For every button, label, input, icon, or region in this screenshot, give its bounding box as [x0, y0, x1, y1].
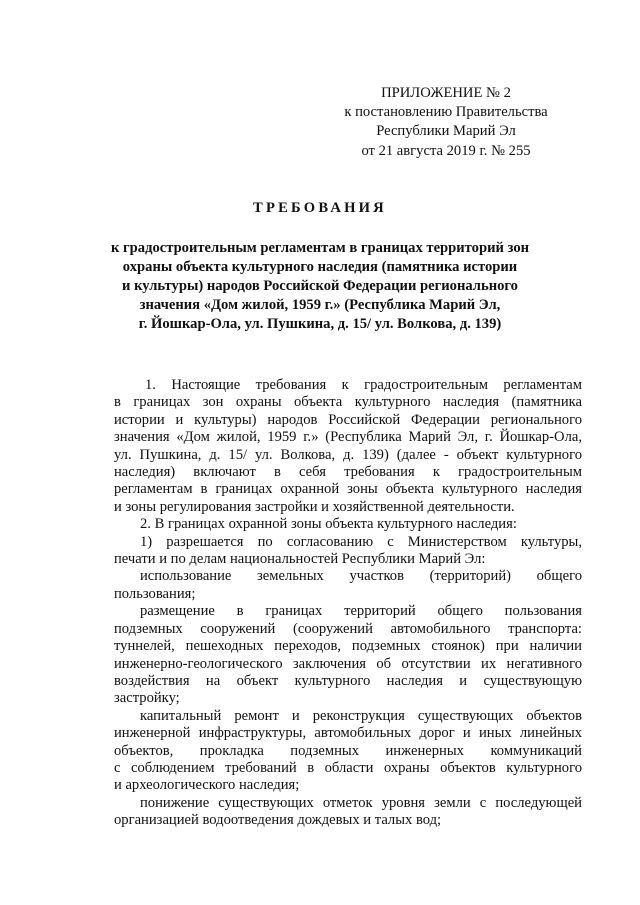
body-line: подземных сооружений (сооружений автомобильного транспорта:: [114, 620, 582, 637]
document-title: ТРЕБОВАНИЯ: [253, 200, 387, 216]
subtitle-line: значения «Дом жилой, 1959 г.» (Республика Марий Эл,: [139, 297, 501, 313]
body-line: размещение в границах территорий общего пользования: [140, 603, 582, 620]
appendix-resolution: к постановлению Правительства: [344, 104, 548, 121]
body-line: использование земельных участков (территорий) общего: [140, 568, 582, 585]
subtitle-line: к градостроительным регламентам в границах территорий зон: [110, 240, 530, 256]
subtitle-line: г. Йошкар-Ола, ул. Пушкина, д. 15/ ул. Волкова, д. 139): [138, 316, 502, 332]
body-line: туннелей, пешеходных переходов, подземных стоянок) при наличии: [114, 638, 582, 655]
body-line: организацией водоотведения дождевых и талых вод;: [114, 812, 442, 829]
body-line: объектов, прокладка подземных инженерных коммуникаций: [114, 742, 582, 759]
body-line: понижение существующих отметок уровня земли с последующей: [140, 794, 582, 811]
body-line: инженерно-геологического заключения об отсутствии их негативного: [114, 655, 582, 672]
body-line: и зоны регулирования застройки и хозяйственной деятельности.: [114, 498, 515, 515]
appendix-republic: Республики Марий Эл: [376, 123, 516, 140]
body-line: пользования;: [114, 585, 196, 602]
body-line: значения «Дом жилой, 1959 г.» (Республика Марий Эл, г. Йошкар-Ола,: [114, 429, 582, 446]
body-line: истории и культуры) народов Российской Федерации регионального: [114, 411, 582, 428]
body-line: 1. Настоящие требования к градостроительным регламентам: [145, 377, 582, 393]
body-line: регламентам в границах охранной зоны объекта культурного наследия: [114, 481, 582, 498]
document-subtitle: [70, 239, 570, 334]
body-line: с соблюдением требований в области охраны объектов культурного: [114, 759, 582, 776]
body-line: капитальный ремонт и реконструкция существующих объектов: [140, 707, 582, 724]
appendix-header: [316, 84, 576, 161]
document-body: [114, 377, 582, 830]
body-line: в границах зон охраны объекта культурного наследия (памятника: [114, 394, 582, 411]
body-line: инженерной инфраструктуры, автомобильных дорог и иных линейных: [114, 725, 582, 742]
body-line: воздействия на объект культурного наследия и существующую: [114, 672, 582, 689]
subtitle-line: охраны объекта культурного наследия (памятника истории: [122, 259, 518, 275]
body-line: наследия) включают в себя требования к градостроительным: [114, 464, 582, 481]
appendix-date: от 21 августа 2019 г. № 255: [361, 142, 531, 159]
appendix-number: ПРИЛОЖЕНИЕ № 2: [381, 85, 511, 101]
body-line: и археологического наследия;: [114, 777, 300, 794]
body-line: 1) разрешается по согласованию с Министерством культуры,: [140, 533, 582, 550]
body-line: печати и по делам национальностей Республики Марий Эл:: [114, 551, 486, 568]
body-line: 2. В границах охранной зоны объекта культурного наследия:: [140, 516, 517, 533]
subtitle-line: и культуры) народов Российской Федерации регионального: [122, 278, 518, 294]
body-line: ул. Пушкина, д. 15/ ул. Волкова, д. 139) (далее - объект культурного: [114, 446, 582, 463]
body-line: застройку;: [114, 690, 180, 707]
